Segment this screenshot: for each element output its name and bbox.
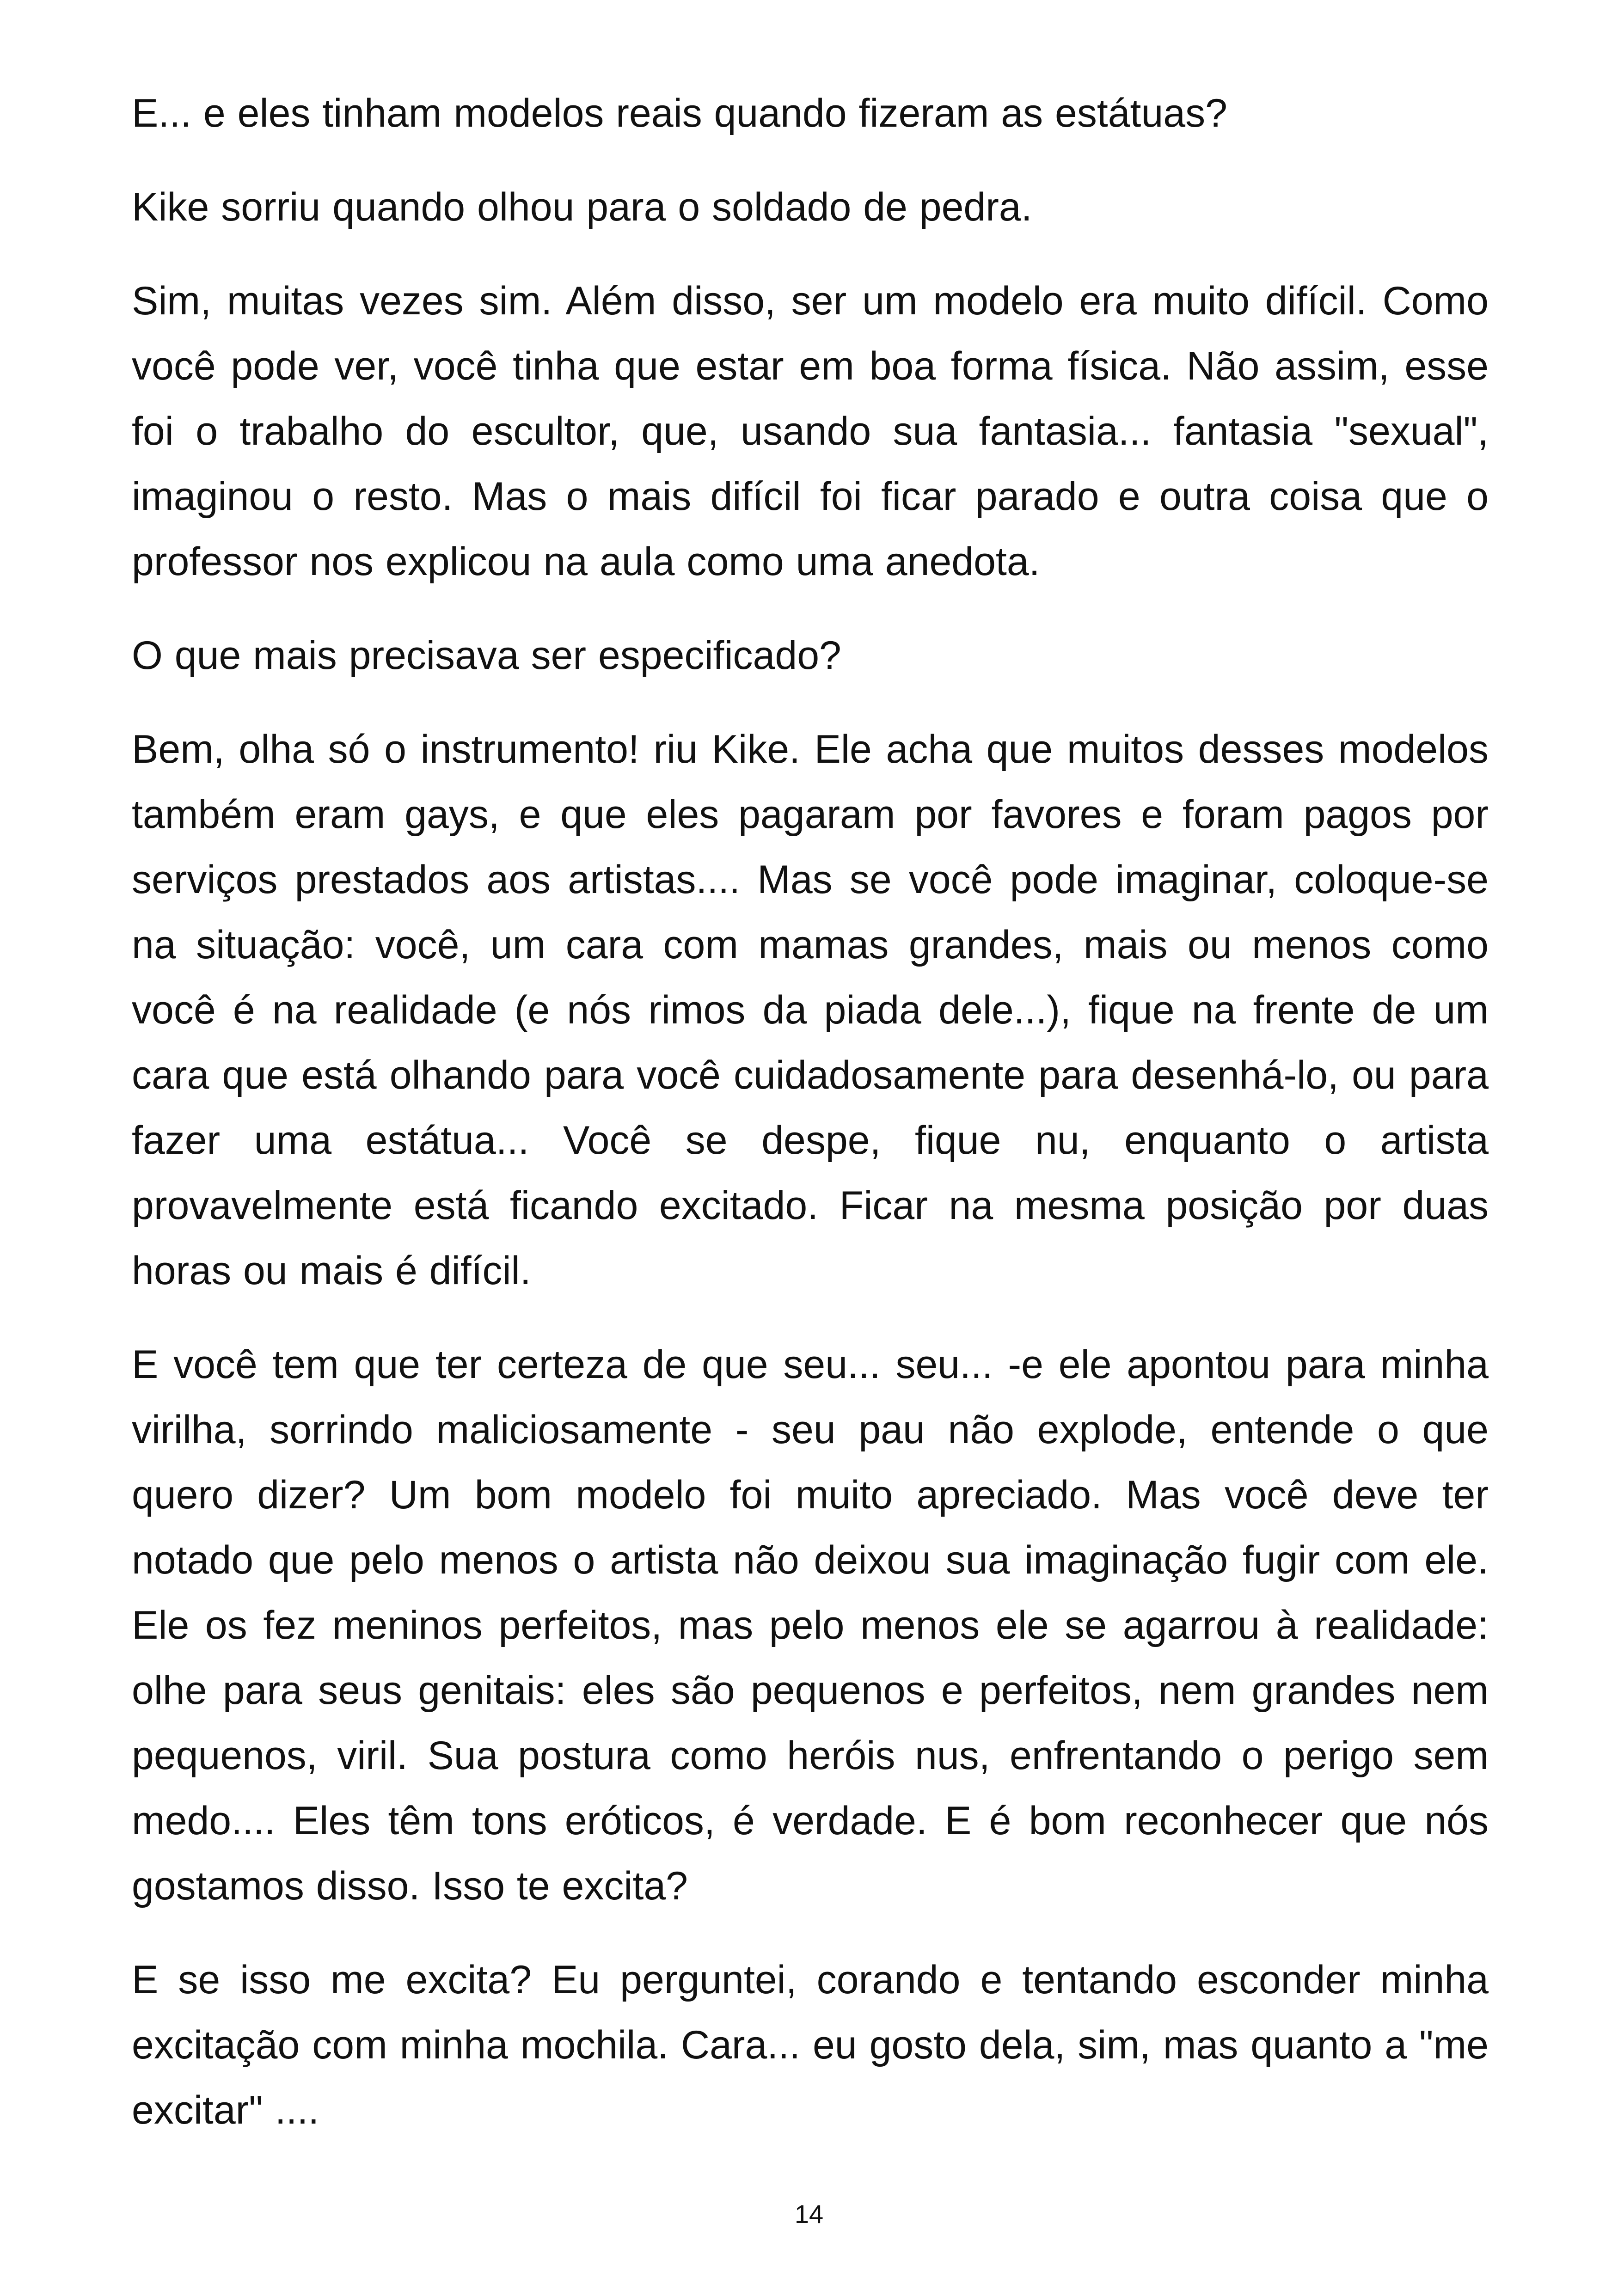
paragraph: E você tem que ter certeza de que seu... seu... -e ele apontou para minha virilha, sorrindo maliciosamente - seu pau não explode, entende o que quero dizer? Um bom modelo foi muito apreciado. Mas você deve ter notado que pelo menos o artista não deixou sua imaginação fugir com ele. Ele os fez meninos perfeitos, mas pelo menos ele se agarrou à realidade: olhe para seus genitais: eles são pequenos e perfeitos, nem grandes nem pequenos, viril. Sua postura como heróis nus, enfrentando o perigo sem medo.... Eles têm tons eróticos, é verdade. E é bom reconhecer que nós gostamos disso. Isso te excita? bbox=[132, 1342, 1489, 1908]
paragraph: O que mais precisava ser especificado? bbox=[132, 633, 841, 678]
page-number: 14 bbox=[794, 2199, 824, 2229]
body-text bbox=[132, 81, 1489, 2143]
paragraph: E... e eles tinham modelos reais quando fizeram as estátuas? bbox=[132, 91, 1227, 135]
paragraph: Sim, muitas vezes sim. Além disso, ser um modelo era muito difícil. Como você pode ver, você tinha que estar em boa forma física. Não assim, esse foi o trabalho do escultor, que, usando sua fantasia... fantasia "sexual", imaginou o resto. Mas o mais difícil foi ficar parado e outra coisa que o professor nos explicou na aula como uma anedota. bbox=[132, 279, 1489, 584]
paragraph: Kike sorriu quando olhou para o soldado de pedra. bbox=[132, 185, 1032, 229]
paragraph: Bem, olha só o instrumento! riu Kike. Ele acha que muitos desses modelos também eram gays, e que eles pagaram por favores e foram pagos por serviços prestados aos artistas.... Mas se você pode imaginar, coloque-se na situação: você, um cara com mamas grandes, mais ou menos como você é na realidade (e nós rimos da piada dele...), fique na frente de um cara que está olhando para você cuidadosamente para desenhá-lo, ou para fazer uma estátua... Você se despe, fique nu, enquanto o artista provavelmente está ficando excitado. Ficar na mesma posição por duas horas ou mais é difícil. bbox=[132, 727, 1489, 1293]
paragraph: E se isso me excita? Eu perguntei, corando e tentando esconder minha excitação com minha mochila. Cara... eu gosto dela, sim, mas quanto a "me excitar" .... bbox=[132, 1958, 1489, 2132]
